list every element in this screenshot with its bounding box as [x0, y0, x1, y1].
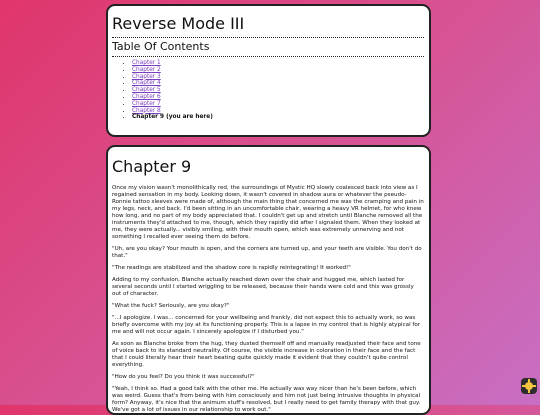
divider — [112, 37, 424, 38]
divider — [112, 56, 424, 57]
chapter-paragraph: "Yeah, I think so. Had a good talk with the other me. He actually was way nicer than he's been before, which was weird. Guess that's from being with him consciously and him not just being intrusive thoughts in physical form? Anyway, it's nice that the animum stuff's resolved, but I really need to get family therapy with that guy. We've got a lot of issues in our relationship to work out." — [112, 386, 421, 413]
theme-toggle-button[interactable] — [521, 378, 537, 394]
toc-link-chapter-3[interactable]: Chapter 3 — [132, 73, 161, 80]
toc-link-chapter-1[interactable]: Chapter 1 — [132, 60, 161, 66]
toc-item — [132, 87, 424, 94]
toc-item — [132, 108, 424, 115]
toc-item — [132, 94, 424, 101]
chapter-paragraph: "What the fuck? Seriously, are you okay?" — [112, 303, 230, 309]
toc-heading: Table Of Contents — [112, 40, 210, 53]
toc-item — [132, 80, 424, 87]
toc-link-chapter-4[interactable]: Chapter 4 — [132, 80, 161, 87]
chapter-paragraph: "...I apologize. I was... concerned for your wellbeing and frankly, did not expect this to actually work, so was briefly overcome with my joy at its functioning properly. This is a lapse in my control that is highly atypical for me and will not occur again. I sincerely apologize if I disturbed you." — [112, 315, 421, 335]
toc-link-chapter-6[interactable]: Chapter 6 — [132, 93, 161, 100]
toc-list — [112, 60, 424, 121]
site-title: Reverse Mode III — [112, 14, 245, 33]
chapter-paragraph: "How do you feel? Do you think it was successful?" — [112, 374, 255, 380]
toc-item — [132, 67, 424, 74]
toc-item — [132, 101, 424, 108]
chapter-title: Chapter 9 — [112, 157, 192, 176]
chapter-paragraph: "The readings are stabilized and the shadow core is rapidly reintegrating! It worked!" — [112, 265, 351, 271]
toc-item — [132, 74, 424, 81]
toc-current-chapter: • Chapter 9 (you are here) — [132, 114, 424, 121]
chapter-paragraph: Once my vision wasn't monolithically red, the surroundings of Mystic HQ slowly coalesced back into view as I regained sensation in my body. Looking down, it wasn't covered in shadow aura or whatever the pseudo-Ronnie tattoo sleeves were made of, although the main thing that concerned me was the cramping and pain in my legs, neck, and back. I'd been sitting in an uncomfortable chair, wearing a heavy VR helmet, for who knew how long, and no part of my body appreciated that. I couldn't get up and stretch until Blanche removed all the instruments they'd attached to me, though, which they rapidly did after I signaled them. When they looked at me, they were actually... visibly smiling, with their mouth open, which was extremely unnerving and not something I recalled ever seeing them do before. — [112, 185, 424, 240]
toc-link-chapter-2[interactable]: Chapter 2 — [132, 66, 161, 73]
chapter-paragraph: Adding to my confusion, Blanche actually reached down over the chair and hugged me, which lasted for several seconds until I started wriggling to be released, because their hands were cold and this was grossly out of character. — [112, 277, 414, 297]
toc-link-chapter-5[interactable]: Chapter 5 — [132, 87, 161, 94]
sun-icon — [525, 382, 533, 390]
toc-card — [106, 4, 431, 137]
toc-link-chapter-8[interactable]: Chapter 8 — [132, 107, 161, 114]
chapter-card — [106, 145, 431, 415]
chapter-paragraph: "Uh, are you okay? Your mouth is open, and the corners are turned up, and your teeth are visible. You don't do that." — [112, 246, 422, 259]
chapter-paragraph: As soon as Blanche broke from the hug, they dusted themself off and manually readjusted their face and tone of voice back to its standard neutrality. Of course, the visible increase in coloration in their face and the fact that I could literally hear their heart beating quite quickly made it evident that they couldn't quite control everything. — [112, 341, 421, 368]
toc-item — [132, 60, 424, 67]
toc-link-chapter-7[interactable]: Chapter 7 — [132, 100, 161, 107]
